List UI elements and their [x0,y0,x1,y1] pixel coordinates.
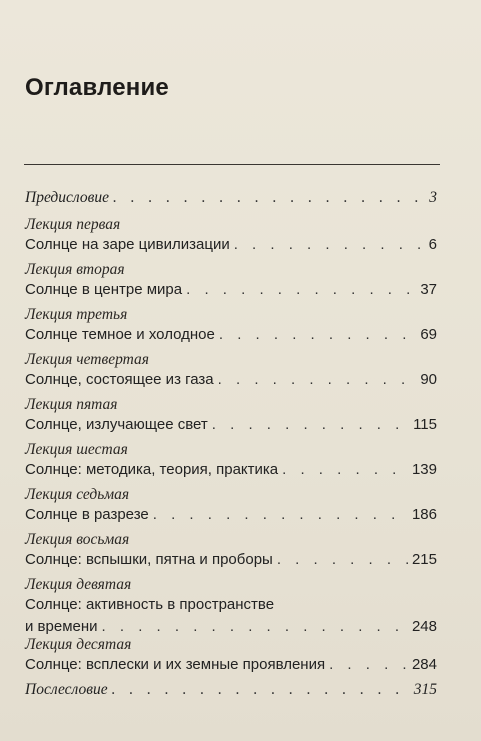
toc-title: Солнце на заре цивилизации [25,236,230,253]
toc-entry-afterword [25,679,437,701]
toc-title: Солнце: активность в пространстве [25,596,275,613]
toc-title: Послесловие [25,681,108,698]
leader-dots [212,414,409,436]
toc-entry-lecture-4 [25,350,437,391]
toc-subtitle: Лекция десятая [25,636,132,653]
toc-entry-lecture-3 [25,305,437,346]
toc-entry-lecture-6 [25,440,437,481]
leader-dots [329,654,408,676]
toc-page-number: 284 [411,656,437,673]
toc-page-number: 90 [420,371,437,388]
leader-dots [113,187,425,209]
toc-entry-lecture-5 [25,395,437,436]
leader-dots [277,549,408,571]
toc-title: Солнце, излучающее свет [25,416,208,433]
toc-title: Солнце в центре мира [25,281,183,298]
toc-subtitle: Лекция шестая [25,441,128,458]
toc-page-number: 6 [428,236,437,253]
leader-dots [153,504,408,526]
toc-page-number: 315 [413,681,437,698]
toc-title: Солнце: методика, теория, практика [25,461,279,478]
toc-subtitle: Лекция седьмая [25,486,130,503]
toc-subtitle: Лекция вторая [25,261,125,278]
toc-page-number: 115 [413,416,437,433]
toc-title: Солнце: вспышки, пятна и проборы [25,551,273,568]
toc-entry-lecture-10 [25,635,437,676]
toc-title: Солнце: всплески и их земные проявления [25,656,326,673]
toc-page-number: 186 [411,506,437,523]
toc-title-continued: и времени [25,618,98,635]
toc-entry-preface [25,187,437,209]
toc-title: Солнце темное и холодное [25,326,215,343]
toc-page-number: 69 [420,326,437,343]
leader-dots [234,234,425,256]
leader-dots [186,279,416,301]
toc-subtitle: Лекция четвертая [25,351,149,368]
toc-page-number: 3 [429,189,437,206]
leader-dots [219,324,416,346]
toc-subtitle: Лекция восьмая [25,531,130,548]
leader-dots [218,369,417,391]
toc-title: Предисловие [25,189,109,206]
toc-title: Солнце, состоящее из газа [25,371,214,388]
toc-entry-lecture-8 [25,530,437,571]
toc-page-number: 215 [411,551,437,568]
contents-heading: Оглавление [25,74,169,101]
toc-entry-lecture-7 [25,485,437,526]
toc-subtitle: Лекция пятая [25,396,118,413]
leader-dots [112,679,410,701]
toc-entry-lecture-2 [25,260,437,301]
toc-entry-lecture-1 [25,215,437,256]
heading-rule [24,164,440,165]
leader-dots [282,459,408,481]
toc-title: Солнце в разрезе [25,506,149,523]
toc-entry-lecture-9 [25,575,437,638]
toc-page-number: 139 [411,461,437,478]
toc-subtitle: Лекция первая [25,216,121,233]
toc-subtitle: Лекция девятая [25,576,132,593]
toc-page-number: 37 [420,281,437,298]
toc-subtitle: Лекция третья [25,306,128,323]
toc-page-number: 248 [411,618,437,635]
